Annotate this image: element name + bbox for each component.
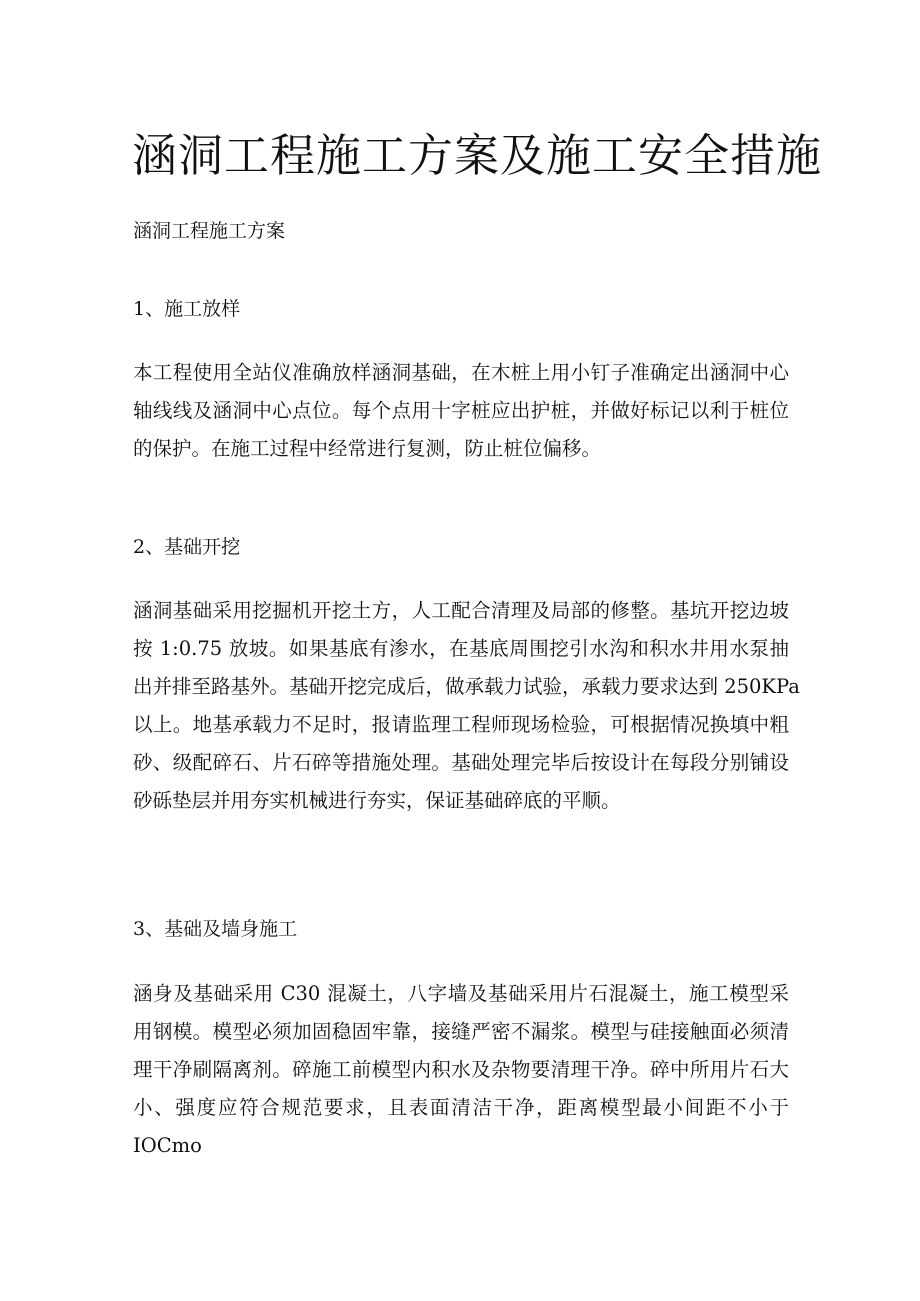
paragraph-line: 砂、级配碎石、片石碎等措施处理。基础处理完毕后按设计在每段分别铺设 — [133, 751, 789, 774]
document-subtitle: 涵洞工程施工方案 — [133, 220, 286, 242]
paragraph-line: 理干净刷隔离剂。碎施工前模型内积水及杂物要清理干净。碎中所用片石大 — [133, 1058, 789, 1081]
paragraph-line: 小、强度应符合规范要求，且表面清洁干净，距离模型最小间距不小于 — [133, 1096, 789, 1119]
section-heading-2: 2、基础开挖 — [133, 536, 241, 558]
section-paragraph-2 — [133, 592, 800, 820]
paragraph-line: 出并排至路基外。基础开挖完成后，做承载力试验，承载力要求达到 250KPa — [133, 675, 800, 698]
section-heading-3: 3、基础及墙身施工 — [133, 918, 298, 940]
paragraph-line: IOCmo — [133, 1134, 202, 1157]
paragraph-line: 用钢模。模型必须加固稳固牢靠，接缝严密不漏浆。模型与硅接触面必须清 — [133, 1020, 789, 1043]
section-paragraph-1 — [133, 354, 789, 468]
paragraph-line: 按 1:0.75 放坡。如果基底有渗水，在基底周围挖引水沟和积水井用水泵抽 — [133, 637, 789, 660]
paragraph-line: 本工程使用全站仪准确放样涵洞基础，在木桩上用小钉子准确定出涵洞中心 — [133, 361, 789, 384]
paragraph-line: 的保护。在施工过程中经常进行复测，防止桩位偏移。 — [133, 437, 602, 460]
paragraph-line: 砂砾垫层并用夯实机械进行夯实，保证基础碎底的平顺。 — [133, 789, 621, 812]
paragraph-line: 涵身及基础采用 C30 混凝土，八字墙及基础采用片石混凝土，施工模型采 — [133, 982, 789, 1005]
paragraph-line: 涵洞基础采用挖掘机开挖土方，人工配合清理及局部的修整。基坑开挖边坡 — [133, 599, 789, 622]
paragraph-line: 轴线线及涵洞中心点位。每个点用十字桩应出护桩，并做好标记以利于桩位 — [133, 399, 789, 422]
section-heading-1: 1、施工放样 — [133, 298, 241, 320]
section-paragraph-3 — [133, 975, 789, 1165]
document-title: 涵洞工程施工方案及施工安全措施 — [132, 129, 823, 182]
paragraph-line: 以上。地基承载力不足时，报请监理工程师现场检验，可根据情况换填中粗 — [133, 713, 789, 736]
